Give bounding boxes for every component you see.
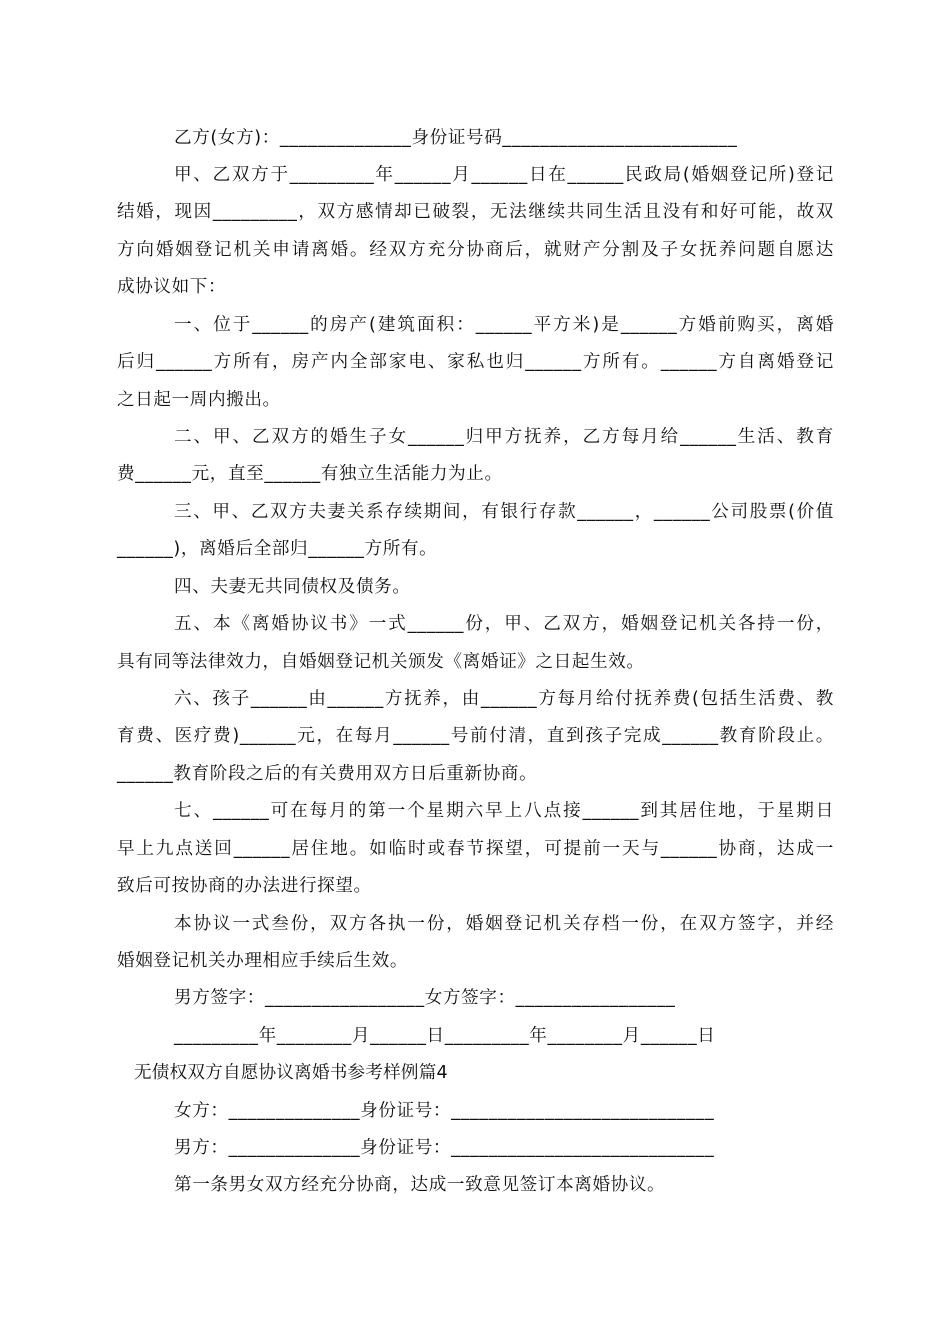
- closing-line-2: 婚姻登记机关办理相应手续后生效。: [117, 951, 409, 971]
- clause-3-line-2: ______)，离婚后全部归______方所有。: [117, 539, 438, 559]
- party-b-female-line: 乙方(女方)：______________身份证号码_________________________: [174, 128, 738, 148]
- female-party-line: 女方：______________身份证号：____________________________: [174, 1101, 715, 1121]
- clause-6-line-1: 六、孩子______由______方抚养，由______方每月给付抚养费(包括生活费、教: [174, 689, 834, 709]
- paragraph-intro-line-2: 结婚，现因_________，双方感情却已破裂，无法继续共同生活且没有和好可能，故双: [117, 202, 834, 222]
- article-1-line: 第一条男女双方经充分协商，达成一致意见签订本离婚协议。: [174, 1175, 666, 1195]
- clause-5-line-2: 具有同等法律效力，自婚姻登记机关颁发《离婚证》之日起生效。: [117, 652, 645, 672]
- clause-3-line-1: 三、甲、乙双方夫妻关系存续期间，有银行存款______，______公司股票(价值: [174, 502, 834, 522]
- clause-6-line-2: 育费、医疗费)______元，在每月______号前付清，直到孩子完成______教育阶段止。: [117, 726, 834, 746]
- signature-line: 男方签字：_________________女方签字：_________________: [174, 988, 676, 1008]
- paragraph-intro-line-3: 方向婚姻登记机关申请离婚。经双方充分协商后，就财产分割及子女抚养问题自愿达: [117, 240, 834, 260]
- clause-7-line-3: 致后可按协商的办法进行探望。: [117, 876, 372, 896]
- clause-7-line-1: 七、______可在每月的第一个星期六早上八点接______到其居住地，于星期日: [174, 801, 834, 821]
- clause-1-line-3: 之日起一周内搬出。: [117, 390, 281, 410]
- clause-1-line-2: 后归______方所有，房产内全部家电、家私也归______方所有。______方自离婚登记: [117, 352, 834, 372]
- clause-2-line-1: 二、甲、乙双方的婚生子女______归甲方抚养，乙方每月给______生活、教育: [174, 427, 834, 447]
- closing-line-1: 本协议一式叁份，双方各执一份，婚姻登记机关存档一份，在双方签字，并经: [174, 914, 834, 934]
- paragraph-intro-line-4: 成协议如下：: [117, 277, 227, 297]
- clause-5-line-1: 五、本《离婚协议书》一式______份，甲、乙双方，婚姻登记机关各持一份，: [174, 614, 834, 634]
- clause-6-line-3: ______教育阶段之后的有关费用双方日后重新协商。: [117, 764, 538, 784]
- section-heading: 无债权双方自愿协议离婚书参考样例篇4: [134, 1063, 448, 1083]
- date-line: _________年________月______日_________年________月______日: [174, 1026, 716, 1046]
- clause-1-line-1: 一、位于______的房产(建筑面积：______平方米)是______方婚前购买，离婚: [174, 315, 834, 335]
- paragraph-intro-line-1: 甲、乙双方于_________年______月______日在______民政局(婚姻登记所)登记: [174, 165, 834, 185]
- clause-4-line-1: 四、夫妻无共同债权及债务。: [174, 577, 411, 597]
- male-party-line: 男方：______________身份证号：____________________________: [174, 1138, 715, 1158]
- clause-7-line-2: 早上九点送回______居住地。如临时或春节探望，可提前一天与______协商，达成一: [117, 839, 834, 859]
- clause-2-line-2: 费______元，直至______有独立生活能力为止。: [117, 464, 503, 484]
